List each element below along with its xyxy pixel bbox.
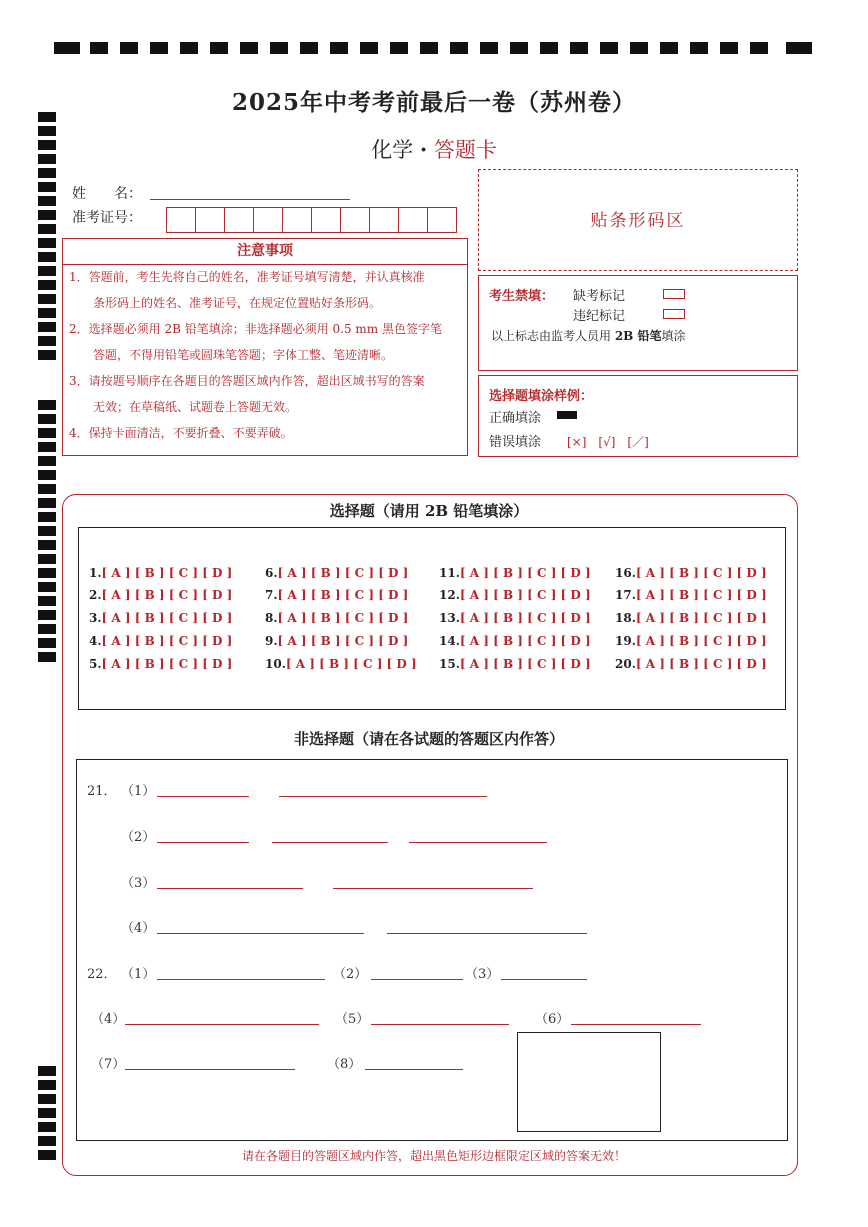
mcq-item-number: 5.: [89, 657, 102, 671]
timing-mark: [38, 582, 56, 592]
mcq-options[interactable]: [ A ] [ B ] [ C ] [ D ]: [635, 611, 767, 625]
mcq-heading: 选择题（请用 2B 铅笔填涂）: [329, 502, 529, 520]
mcq-item[interactable]: [439, 634, 591, 648]
mcq-item-number: 11.: [439, 566, 460, 580]
fill-sample-heading: 选择题填涂样例：: [489, 389, 594, 404]
timing-mark: [38, 512, 56, 522]
mcq-item[interactable]: [615, 588, 767, 602]
answer-line[interactable]: [157, 933, 364, 934]
timing-mark: [38, 568, 56, 578]
mcq-item-number: 14.: [439, 634, 460, 648]
mcq-item-number: 7.: [265, 588, 278, 602]
separator-dot: ·: [419, 137, 428, 162]
exam-number-digit-box[interactable]: [195, 207, 225, 233]
mcq-item-number: 12.: [439, 588, 460, 602]
notes-panel: [62, 263, 468, 456]
timing-mark: [90, 42, 108, 54]
mcq-item-number: 4.: [89, 634, 102, 648]
notes-line: 条形码上的姓名、准考证号，在规定位置贴好条形码。: [69, 296, 382, 310]
timing-mark: [38, 210, 56, 220]
absent-mark-label: 缺考标记: [573, 289, 626, 304]
timing-mark: [38, 350, 56, 360]
mcq-item[interactable]: [265, 611, 408, 625]
answer-card-label: 答题卡: [433, 138, 497, 162]
examiner-only-panel: [478, 275, 798, 371]
timing-mark: [38, 470, 56, 480]
q22-part-6-label: （6）: [535, 1012, 570, 1027]
answer-line[interactable]: [371, 1024, 509, 1025]
mcq-options[interactable]: [ A ] [ B ] [ C ] [ D ]: [635, 634, 767, 648]
footer-note: 请在各题目的答题区域内作答，超出黑色矩形边框限定区域的答案无效！: [241, 1149, 626, 1163]
mcq-options[interactable]: [ A ] [ B ] [ C ] [ D ]: [459, 566, 591, 580]
mcq-options[interactable]: [ A ] [ B ] [ C ] [ D ]: [635, 657, 767, 671]
q22-part-7-label: （7）: [91, 1057, 126, 1072]
mcq-options[interactable]: [ A ] [ B ] [ C ] [ D ]: [459, 657, 591, 671]
wrong-fill-marks: [×] [√] [／]: [567, 435, 649, 449]
timing-mark: [38, 280, 56, 290]
answer-line[interactable]: [125, 1069, 295, 1070]
mcq-item-number: 19.: [615, 634, 636, 648]
exam-number-digit-box[interactable]: [166, 207, 196, 233]
barcode-area: [478, 169, 798, 271]
mcq-options[interactable]: [ A ] [ B ] [ C ] [ D ]: [101, 634, 233, 648]
timing-mark: [750, 42, 768, 54]
timing-mark: [38, 610, 56, 620]
q22-part-8-label: （8）: [327, 1057, 362, 1072]
exam-number-digit-box[interactable]: [282, 207, 312, 233]
timing-mark: [38, 1094, 56, 1104]
exam-number-digit-box[interactable]: [253, 207, 283, 233]
timing-mark: [660, 42, 678, 54]
timing-mark: [38, 252, 56, 262]
mcq-item-number: 8.: [265, 611, 278, 625]
timing-mark: [38, 1080, 56, 1090]
mcq-item-number: 10.: [265, 657, 286, 671]
timing-mark: [480, 42, 498, 54]
timing-mark: [38, 322, 56, 332]
answer-line[interactable]: [387, 933, 587, 934]
notes-heading: 注意事项: [62, 238, 468, 265]
mcq-item-number: 1.: [89, 566, 102, 580]
mcq-item[interactable]: [89, 657, 232, 671]
wrong-fill-label: 错误填涂: [489, 435, 542, 450]
mcq-item[interactable]: [439, 566, 591, 580]
timing-mark: [38, 336, 56, 346]
mcq-item-number: 18.: [615, 611, 636, 625]
notes-line: 2．选择题必须用 2B 铅笔填涂；非选择题必须用 0.5 mm 黑色签字笔: [69, 322, 443, 336]
mcq-options[interactable]: [ A ] [ B ] [ C ] [ D ]: [635, 588, 767, 602]
timing-mark: [38, 638, 56, 648]
mcq-item[interactable]: [89, 611, 232, 625]
mcq-item[interactable]: [89, 588, 232, 602]
timing-mark: [150, 42, 168, 54]
timing-mark: [786, 42, 812, 54]
timing-mark: [38, 596, 56, 606]
mcq-options[interactable]: [ A ] [ B ] [ C ] [ D ]: [101, 611, 233, 625]
timing-mark: [690, 42, 708, 54]
timing-mark: [210, 42, 228, 54]
timing-mark: [450, 42, 468, 54]
notes-line: 1．答题前，考生先将自己的姓名，准考证号填写清楚，并认真核准: [69, 270, 425, 284]
mcq-options[interactable]: [ A ] [ B ] [ C ] [ D ]: [459, 611, 591, 625]
answer-line[interactable]: [279, 796, 487, 797]
timing-mark: [38, 456, 56, 466]
answer-line[interactable]: [157, 842, 249, 843]
timing-mark: [180, 42, 198, 54]
mcq-item[interactable]: [265, 657, 417, 671]
examiner-note-bold: 2B 铅笔: [614, 329, 662, 343]
timing-mark: [38, 498, 56, 508]
nonmcq-answer-area: [76, 759, 788, 1141]
mcq-block: [78, 527, 786, 710]
examiner-note-suffix: 填涂: [661, 329, 686, 343]
exam-number-label: 准考证号：: [72, 210, 142, 226]
card-subtitle: [0, 134, 868, 164]
timing-mark: [360, 42, 378, 54]
mcq-item[interactable]: [615, 634, 767, 648]
mcq-options[interactable]: [ A ] [ B ] [ C ] [ D ]: [101, 588, 233, 602]
examiner-only-heading: 考生禁填：: [489, 289, 555, 304]
timing-mark: [120, 42, 138, 54]
mcq-item[interactable]: [615, 611, 767, 625]
name-label: 姓 名：: [72, 186, 142, 202]
examiner-note-prefix: 以上标志由监考人员用: [491, 329, 615, 343]
timing-mark: [330, 42, 348, 54]
timing-mark: [38, 182, 56, 192]
absent-mark-box[interactable]: [663, 289, 685, 299]
timing-mark: [38, 1066, 56, 1076]
mcq-item[interactable]: [265, 588, 408, 602]
correct-fill-mark: [557, 411, 577, 419]
drawing-answer-box[interactable]: [517, 1032, 661, 1132]
mcq-item[interactable]: [89, 566, 232, 580]
violation-mark-label: 违纪标记: [573, 309, 626, 324]
question-22-number: 22．: [87, 967, 117, 982]
timing-mark: [38, 294, 56, 304]
answer-line[interactable]: [365, 1069, 463, 1070]
barcode-label: 贴条形码区: [590, 211, 686, 231]
correct-fill-label: 正确填涂: [489, 411, 542, 426]
q21-part-4-label: （4）: [121, 921, 156, 936]
exam-number-digit-box[interactable]: [311, 207, 341, 233]
timing-mark: [510, 42, 528, 54]
timing-mark: [38, 414, 56, 424]
timing-mark: [38, 196, 56, 206]
q21-part-1-label: （1）: [121, 784, 156, 799]
mcq-item-number: 16.: [615, 566, 636, 580]
mcq-options[interactable]: [ A ] [ B ] [ C ] [ D ]: [277, 566, 409, 580]
timing-mark: [38, 1122, 56, 1132]
timing-mark: [540, 42, 558, 54]
mcq-item-number: 3.: [89, 611, 102, 625]
timing-mark: [38, 428, 56, 438]
mcq-options[interactable]: [ A ] [ B ] [ C ] [ D ]: [101, 657, 233, 671]
timing-mark: [38, 484, 56, 494]
q22-part-2-label: （2）: [333, 967, 368, 982]
notes-line: 答题，不得用铅笔或圆珠笔答题；字体工整、笔迹清晰。: [69, 348, 394, 362]
q21-part-3-label: （3）: [121, 876, 156, 891]
mcq-item[interactable]: [615, 657, 767, 671]
notes-line: 4．保持卡面清洁，不要折叠、不要弄破。: [69, 426, 293, 440]
mcq-options[interactable]: [ A ] [ B ] [ C ] [ D ]: [277, 611, 409, 625]
fill-sample-panel: [478, 375, 798, 457]
mcq-options[interactable]: [ A ] [ B ] [ C ] [ D ]: [277, 588, 409, 602]
timing-mark: [420, 42, 438, 54]
timing-mark: [38, 1108, 56, 1118]
timing-mark: [38, 624, 56, 634]
exam-number-digit-box[interactable]: [224, 207, 254, 233]
nonmcq-heading: 非选择题（请在各试题的答题区内作答）: [293, 730, 564, 748]
mcq-item[interactable]: [439, 588, 591, 602]
mcq-options[interactable]: [ A ] [ B ] [ C ] [ D ]: [277, 634, 409, 648]
mcq-item-number: 17.: [615, 588, 636, 602]
mcq-options[interactable]: [ A ] [ B ] [ C ] [ D ]: [459, 634, 591, 648]
answer-line[interactable]: [571, 1024, 701, 1025]
mcq-item-number: 9.: [265, 634, 278, 648]
top-timing-marks: [54, 42, 814, 56]
timing-mark: [270, 42, 288, 54]
exam-number-digit-box[interactable]: [369, 207, 399, 233]
mcq-item[interactable]: [439, 657, 591, 671]
answer-line[interactable]: [272, 842, 388, 843]
examiner-note: [491, 327, 686, 344]
timing-mark: [570, 42, 588, 54]
timing-mark: [38, 400, 56, 410]
timing-mark: [390, 42, 408, 54]
answer-line[interactable]: [333, 888, 533, 889]
mcq-options[interactable]: [ A ] [ B ] [ C ] [ D ]: [635, 566, 767, 580]
timing-mark: [54, 42, 80, 54]
q22-part-4-label: （4）: [91, 1012, 126, 1027]
mcq-item[interactable]: [265, 634, 408, 648]
timing-mark: [38, 540, 56, 550]
mcq-options[interactable]: [ A ] [ B ] [ C ] [ D ]: [101, 566, 233, 580]
answer-line[interactable]: [157, 888, 303, 889]
timing-mark: [720, 42, 738, 54]
timing-mark: [38, 652, 56, 662]
violation-mark-box[interactable]: [663, 309, 685, 319]
exam-number-boxes[interactable]: [166, 207, 456, 233]
page-title: 2025年中考考前最后一卷（苏州卷）: [231, 89, 636, 116]
subject-label: 化学: [371, 138, 414, 162]
timing-mark: [240, 42, 258, 54]
exam-number-digit-box[interactable]: [398, 207, 428, 233]
mcq-options[interactable]: [ A ] [ B ] [ C ] [ D ]: [285, 657, 417, 671]
timing-mark: [38, 308, 56, 318]
timing-mark: [38, 554, 56, 564]
answer-line[interactable]: [125, 1024, 319, 1025]
mcq-item[interactable]: [265, 566, 408, 580]
timing-mark: [630, 42, 648, 54]
answer-line[interactable]: [157, 979, 325, 980]
mcq-item-number: 13.: [439, 611, 460, 625]
timing-mark: [38, 168, 56, 178]
timing-mark: [38, 1136, 56, 1146]
timing-mark: [38, 526, 56, 536]
exam-number-digit-box[interactable]: [427, 207, 457, 233]
mcq-options[interactable]: [ A ] [ B ] [ C ] [ D ]: [459, 588, 591, 602]
q21-part-2-label: （2）: [121, 830, 156, 845]
timing-mark: [38, 266, 56, 276]
answer-line[interactable]: [371, 979, 463, 980]
answer-line[interactable]: [501, 979, 587, 980]
notes-line: 3．请按题号顺序在各题目的答题区域内作答，超出区域书写的答案: [69, 374, 425, 388]
mcq-item-number: 6.: [265, 566, 278, 580]
timing-mark: [38, 224, 56, 234]
answer-line[interactable]: [409, 842, 547, 843]
timing-mark: [38, 442, 56, 452]
question-21-number: 21．: [87, 784, 117, 799]
timing-mark: [300, 42, 318, 54]
timing-mark: [38, 238, 56, 248]
mcq-item[interactable]: [89, 634, 232, 648]
answer-line[interactable]: [157, 796, 249, 797]
q22-part-5-label: （5）: [335, 1012, 370, 1027]
mcq-item[interactable]: [439, 611, 591, 625]
notes-line: 无效；在草稿纸、试题卷上答题无效。: [69, 400, 298, 414]
name-field[interactable]: [150, 199, 350, 200]
timing-mark: [600, 42, 618, 54]
q22-part-3-label: （3）: [465, 967, 500, 982]
mcq-item-number: 2.: [89, 588, 102, 602]
mcq-item[interactable]: [615, 566, 767, 580]
q22-part-1-label: （1）: [121, 967, 156, 982]
exam-number-digit-box[interactable]: [340, 207, 370, 233]
mcq-item-number: 15.: [439, 657, 460, 671]
mcq-item-number: 20.: [615, 657, 636, 671]
